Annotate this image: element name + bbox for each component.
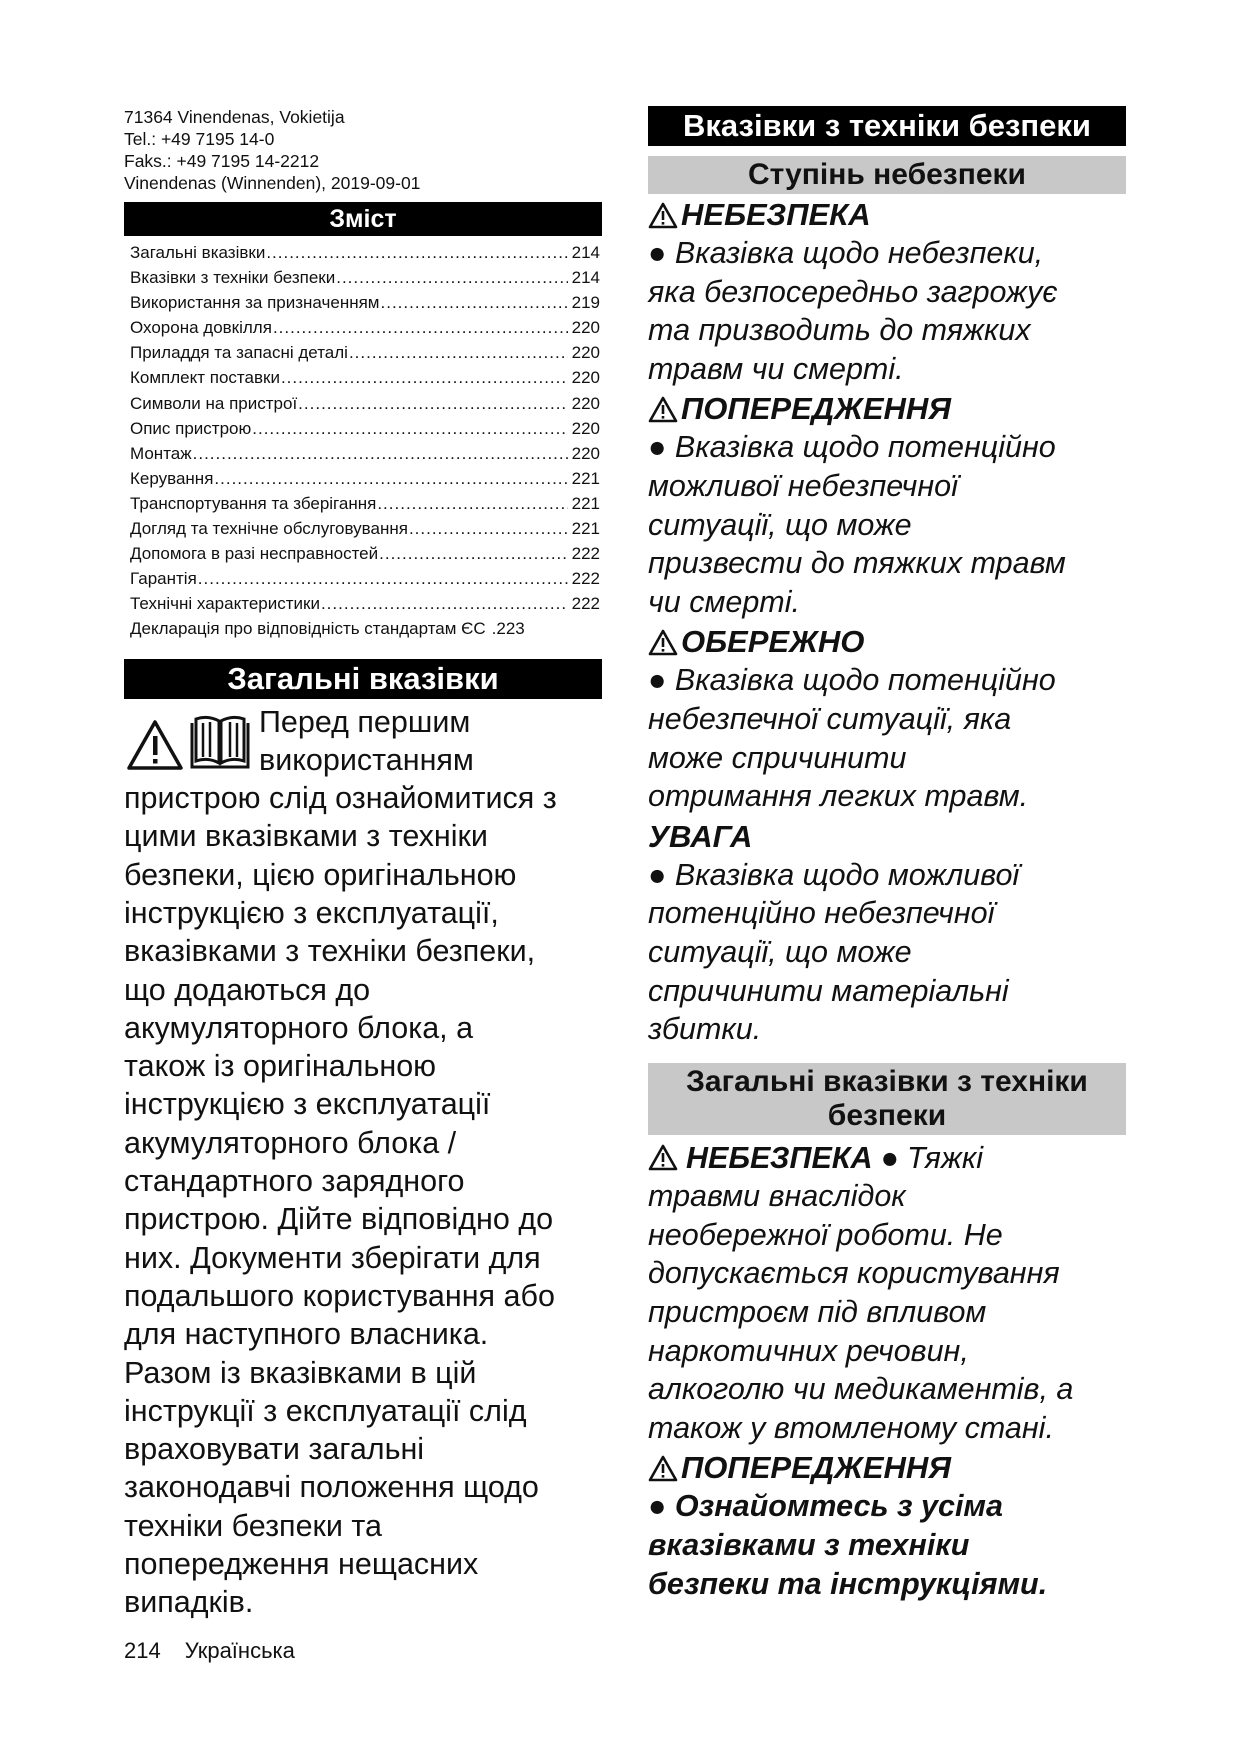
bullet: ● [648,857,675,892]
warning-triangle-icon [648,396,678,423]
text-line: чи смерті. [648,584,800,619]
warning-triangle-icon [648,1455,678,1482]
text-line: ● Ознайомтесь з усіма [648,1489,1003,1524]
text-line: законодавчі положення щодо [124,1470,539,1505]
manual-book-icon [188,713,252,771]
text-line: техніки безпеки та [124,1508,382,1543]
text-line: інструкції з експлуатації слід [124,1393,527,1428]
danger-description [648,234,1126,388]
text-line: пристроєм під впливом [648,1295,987,1330]
text-line: інструкцією з експлуатації, [124,895,499,930]
text-line: безпеки, цією оригінальною [124,857,517,892]
toc-item[interactable]: Догляд та технічне обслуговування ..... 221 [130,516,600,541]
intro-line: використанням [259,742,474,777]
text-line: може спричинити [648,740,907,775]
text-line: враховувати загальні [124,1432,425,1467]
text-line: необережної роботи. Не [648,1217,1003,1252]
warning-triangle-icon [126,719,184,771]
toc-item[interactable]: Монтаж ..... 220 [130,441,600,466]
toc-item[interactable]: Допомога в разі несправностей ..... 222 [130,541,600,566]
intro-body [124,779,602,1622]
text-line: ситуації, що може [648,507,912,542]
general-safety-heading: Загальні вказівки з техніки безпеки [648,1063,1126,1135]
table-of-contents [124,240,602,642]
text-line: що додаються до [124,972,371,1007]
warning-description [648,428,1126,621]
toc-item[interactable]: Охорона довкілля ..... 220 [130,315,600,340]
general-warning-signal: ПОПЕРЕДЖЕННЯ [648,1449,1126,1487]
toc-item[interactable]: Використання за призначенням ..... 219 [130,290,600,315]
text-line: ● Вказівка щодо потенційно [648,430,1056,465]
text-line: вказівками з техніки [648,1528,970,1563]
text-line: них. Документи зберігати для [124,1240,541,1275]
text-line: призвести до тяжких травм [648,546,1066,581]
warning-triangle-icon [648,202,678,229]
text-line: ● Вказівка щодо небезпеки, [648,236,1044,270]
text-line: та призводить до тяжких [648,313,1031,348]
text-line: стандартного зарядного [124,1164,465,1199]
intro-line: Перед першим [259,704,471,739]
language-label: Українська [184,1638,295,1663]
page-footer [124,1638,319,1664]
notice-signal: УВАГА [648,818,753,854]
text-line: травм чи смерті. [648,351,904,386]
toc-item[interactable]: Загальні вказівки ..... 214 [130,240,600,265]
text-line: також у втомленому стані. [648,1410,1054,1445]
text-line: для наступного власника. [124,1317,489,1352]
warning-triangle-icon [648,1144,678,1171]
caution-signal: ОБЕРЕЖНО [648,623,1126,661]
text-line: спричинити матеріальні [648,973,1009,1008]
text-line: пристрою слід ознайомитися з [124,781,557,816]
text-line: подальшого користування або [124,1278,555,1313]
text-line: можливої небезпечної [648,468,958,503]
text-line: ● Вказівка щодо можливої [648,857,1020,892]
general-notes-heading: Загальні вказівки [124,659,602,699]
text-line: Разом із вказівками в цій [124,1355,477,1390]
toc-item[interactable]: Декларація про відповідність стандартам ЄС . 223 [130,619,525,639]
text-line: збитки. [648,1012,762,1047]
text-line: отримання легких травм. [648,779,1029,814]
right-column [648,106,1126,1603]
text-line: ситуації, що може [648,934,912,969]
text-line: також із оригінальною [124,1049,437,1084]
text-line: вказівками з техніки безпеки, [124,934,536,969]
text-line: пристрою. Дійте відповідно до [124,1202,554,1237]
text-line: безпеки та інструкціями. [648,1566,1048,1601]
text-line: акумуляторного блока / [124,1125,457,1160]
toc-item[interactable]: Технічні характеристики ..... 222 [130,591,600,616]
toc-item[interactable]: Опис пристрою ..... 220 [130,416,600,441]
text-line: допускається користування [648,1256,1060,1291]
text-line: наркотичних речовин, [648,1333,969,1368]
address-line: Faks.: +49 7195 14-2212 [124,151,320,171]
warning-triangle-icon [648,629,678,656]
toc-item[interactable]: Вказівки з техніки безпеки ..... 214 [130,265,600,290]
toc-item[interactable]: Транспортування та зберігання ..... 221 [130,491,600,516]
general-danger-label: НЕБЕЗПЕКА [686,1140,873,1175]
danger-signal: НЕБЕЗПЕКА [648,196,1126,234]
toc-item[interactable]: Гарантія ..... 222 [130,566,600,591]
toc-item[interactable]: Символи на пристрої ..... 220 [130,391,600,416]
general-danger-block: НЕБЕЗПЕКА ● Тяжкі травми внаслідок необережної роботи. Не допускається користування пристроєм під впливом наркотичних речовин, алкоголю чи медикаментів, а також у втомленому стані. [648,1139,1126,1448]
intro-icons [124,709,254,777]
caution-description [648,661,1126,815]
text-line: випадків. [124,1585,254,1620]
safety-heading: Вказівки з техніки безпеки [648,106,1126,146]
general-warning-description [648,1487,1126,1603]
address-line: Vinendenas (Winnenden), 2019-09-01 [124,173,421,193]
text-line: небезпечної ситуації, яка [648,701,1012,736]
text-line: попередження нещасних [124,1547,479,1582]
notice-description [648,856,1126,1049]
bullet: ● [648,1489,675,1524]
text-line: цими вказівками з техніки [124,819,488,854]
toc-item[interactable]: Приладдя та запасні деталі ..... 220 [130,340,600,365]
text-line: травми внаслідок [648,1179,906,1214]
text-line: яка безпосередньо загрожує [648,274,1058,309]
address-line: Tel.: +49 7195 14-0 [124,129,275,149]
text-line: інструкцією з експлуатації [124,1087,491,1122]
text-line: потенційно небезпечної [648,896,995,931]
text-line: ● Вказівка щодо потенційно [648,663,1056,698]
page-number: 214 [124,1638,161,1663]
text-line: акумуляторного блока, а [124,1010,474,1045]
hazard-levels-heading: Ступінь небезпеки [648,156,1126,194]
bullet: ● [648,663,675,698]
warning-signal: ПОПЕРЕДЖЕННЯ [648,390,1126,428]
general-notes-text [124,703,602,1622]
text-line: алкоголю чи медикаментів, а [648,1372,1074,1407]
toc-item[interactable]: Комплект поставки ..... 220 [130,365,600,390]
bullet: ● [648,236,675,270]
toc-heading: Зміст [124,202,602,236]
manufacturer-address [124,106,602,194]
left-column [124,106,602,1622]
address-line: 71364 Vinendenas, Vokietija [124,107,345,127]
bullet: ● [648,430,675,465]
toc-item[interactable]: Керування ..... 221 [130,466,600,491]
